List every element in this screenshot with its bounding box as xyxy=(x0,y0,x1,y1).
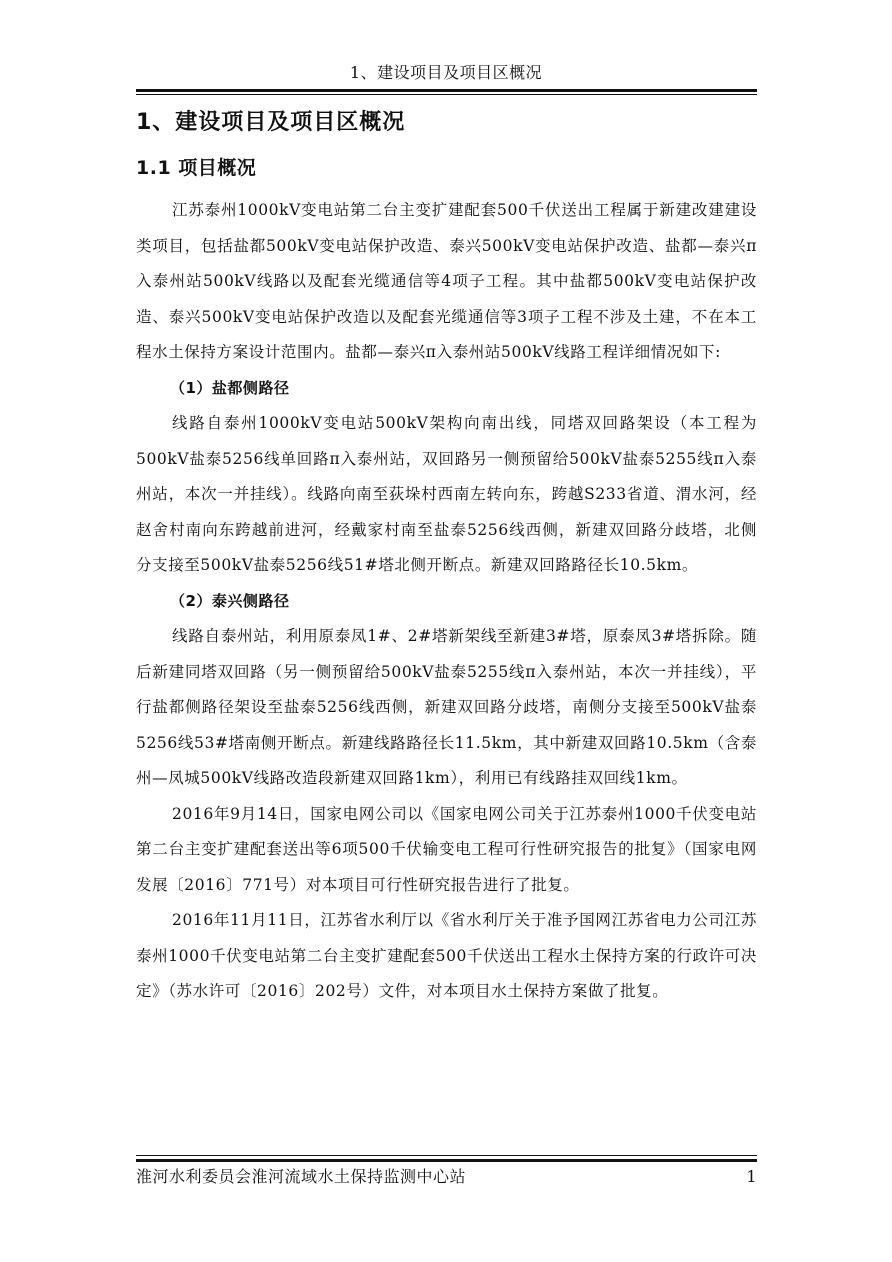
body-text xyxy=(136,193,757,1010)
page-number: 1 xyxy=(746,1167,757,1186)
page-footer xyxy=(136,1165,757,1189)
footer-rule-thick xyxy=(136,1159,757,1162)
footer-organization: 淮河水利委员会淮河流域水土保持监测中心站 xyxy=(136,1167,467,1186)
footer-rule-thin xyxy=(136,1155,757,1156)
header-rule-thick xyxy=(136,89,757,92)
subsection-title-yandu: （1）盐都侧路径 xyxy=(170,378,290,397)
section-heading: 1.1 项目概况 xyxy=(136,157,257,179)
running-header: 1、建设项目及项目区概况 xyxy=(349,63,543,82)
subsection-title-taixing: （2）泰兴侧路径 xyxy=(170,591,290,610)
taixing-route-paragraph: 线路自泰州站，利用原泰凤1#、2#塔新架线至新建3#塔，原泰凤3#塔拆除。随后新建同塔双回路（另一侧预留给500kV盐泰5255线π入泰州站，本次一并挂线），平行盐都侧路径架设至盐泰5256线西侧，新建双回路分歧塔，南侧分支接至500kV盐泰5256线53#塔南侧开断点。新建线路路径长11.5km，其中新建双回路10.5km（含泰州—凤城500kV线路改造段新建双回路1km），利用已有线路挂双回线1km。 xyxy=(136,627,757,787)
yandu-route-paragraph: 线路自泰州1000kV变电站500kV架构向南出线，同塔双回路架设（本工程为500kV盐泰5256线单回路π入泰州站，双回路另一侧预留给500kV盐泰5255线π入泰州站，本次一并挂线）。线路向南至荻垛村西南左转向东，跨越S233省道、渭水河，经赵舍村南向东跨越前进河，经戴家村南至盐泰5256线西侧，新建双回路分歧塔，北侧分支接至500kV盐泰5256线51#塔北侧开断点。新建双回路路径长10.5km。 xyxy=(136,414,757,574)
chapter-heading: 1、建设项目及项目区概况 xyxy=(136,110,406,135)
intro-paragraph: 江苏泰州1000kV变电站第二台主变扩建配套500千伏送出工程属于新建改建建设类项目，包括盐都500kV变电站保护改造、泰兴500kV变电站保护改造、盐都—泰兴π入泰州站500kV线路以及配套光缆通信等4项子工程。其中盐都500kV变电站保护改造、泰兴500kV变电站保护改造以及配套光缆通信等3项子工程不涉及土建，不在本工程水土保持方案设计范围内。盐都—泰兴π入泰州站500kV线路工程详细情况如下: xyxy=(136,201,757,361)
approval-paragraph-soil-conservation: 2016年11月11日，江苏省水利厅以《省水利厅关于准予国网江苏省电力公司江苏泰州1000千伏变电站第二台主变扩建配套500千伏送出工程水土保持方案的行政许可决定》（苏水许可〔2016〕202号）文件，对本项目水土保持方案做了批复。 xyxy=(136,911,757,1000)
header-rule-thin xyxy=(136,94,757,95)
approval-paragraph-feasibility: 2016年9月14日，国家电网公司以《国家电网公司关于江苏泰州1000千伏变电站第二台主变扩建配套送出等6项500千伏输变电工程可行性研究报告的批复》（国家电网发展〔2016〕771号）对本项目可行性研究报告进行了批复。 xyxy=(136,804,757,894)
